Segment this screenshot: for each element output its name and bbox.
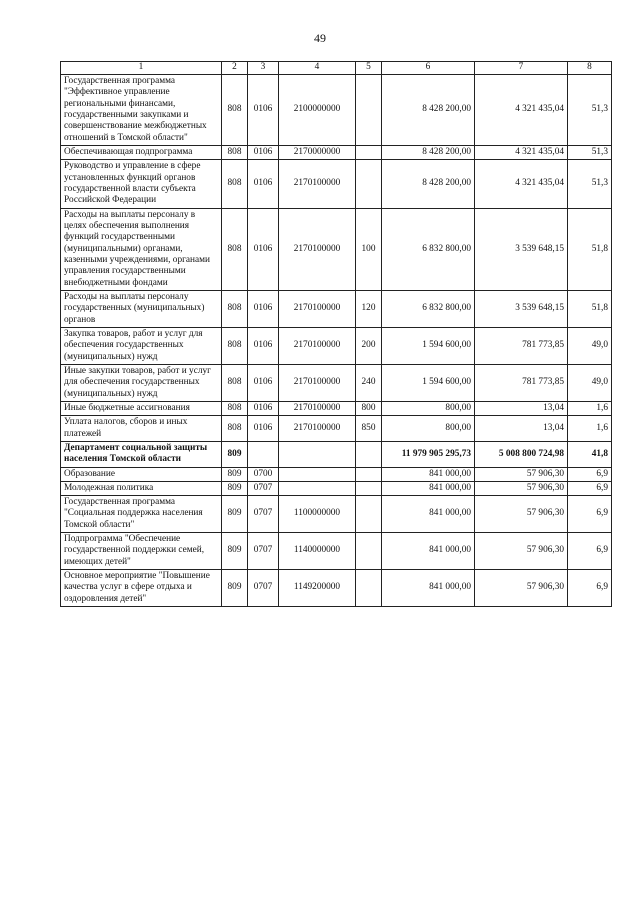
- section-code-cell: 0106: [248, 145, 279, 159]
- table-row: [61, 401, 612, 415]
- department-code-cell: 809: [222, 441, 248, 467]
- expense-type-cell: [356, 160, 382, 208]
- row-name-cell: Иные бюджетные ассигнования: [61, 401, 222, 415]
- expense-type-cell: [356, 570, 382, 607]
- expense-type-cell: [356, 75, 382, 146]
- row-name-cell: Иные закупки товаров, работ и услуг для обеспечения государственных (муниципальных) нужд: [61, 364, 222, 401]
- section-code-cell: 0707: [248, 481, 279, 495]
- planned-amount-cell: 1 594 600,00: [382, 327, 475, 364]
- planned-amount-cell: 1 594 600,00: [382, 364, 475, 401]
- table-row: [61, 160, 612, 208]
- target-article-cell: 1149200000: [279, 570, 356, 607]
- row-name-cell: Государственная программа "Эффективное управление региональными финансами, государственными закупками и совершенствование межбюджетных отношений в Томской области": [61, 75, 222, 146]
- row-name-cell: Департамент социальной защиты населения Томской области: [61, 441, 222, 467]
- table-row: [61, 467, 612, 481]
- department-code-cell: 809: [222, 533, 248, 570]
- section-code-cell: 0700: [248, 467, 279, 481]
- section-code-cell: 0707: [248, 533, 279, 570]
- percent-cell: 1,6: [568, 416, 612, 442]
- section-code-cell: 0106: [248, 364, 279, 401]
- planned-amount-cell: 841 000,00: [382, 496, 475, 533]
- column-header: 4: [279, 62, 356, 75]
- target-article-cell: 2170100000: [279, 290, 356, 327]
- planned-amount-cell: 6 832 800,00: [382, 290, 475, 327]
- target-article-cell: [279, 467, 356, 481]
- expense-type-cell: [356, 496, 382, 533]
- target-article-cell: [279, 481, 356, 495]
- executed-amount-cell: 5 008 800 724,98: [475, 441, 568, 467]
- department-code-cell: 808: [222, 327, 248, 364]
- executed-amount-cell: 13,04: [475, 416, 568, 442]
- table-row: [61, 364, 612, 401]
- section-code-cell: 0106: [248, 401, 279, 415]
- department-code-cell: 809: [222, 481, 248, 495]
- table-row: [61, 441, 612, 467]
- department-code-cell: 808: [222, 416, 248, 442]
- column-header: 7: [475, 62, 568, 75]
- target-article-cell: 2170100000: [279, 327, 356, 364]
- planned-amount-cell: 841 000,00: [382, 467, 475, 481]
- section-code-cell: 0707: [248, 496, 279, 533]
- percent-cell: 51,8: [568, 290, 612, 327]
- percent-cell: 6,9: [568, 481, 612, 495]
- target-article-cell: 2170100000: [279, 401, 356, 415]
- table-body: [61, 75, 612, 607]
- percent-cell: 49,0: [568, 327, 612, 364]
- executed-amount-cell: 4 321 435,04: [475, 160, 568, 208]
- column-header: 5: [356, 62, 382, 75]
- percent-cell: 6,9: [568, 533, 612, 570]
- target-article-cell: [279, 441, 356, 467]
- target-article-cell: 2170100000: [279, 160, 356, 208]
- section-code-cell: 0106: [248, 327, 279, 364]
- expense-type-cell: [356, 533, 382, 570]
- planned-amount-cell: 8 428 200,00: [382, 75, 475, 146]
- row-name-cell: Расходы на выплаты персоналу государственных (муниципальных) органов: [61, 290, 222, 327]
- column-header: 1: [61, 62, 222, 75]
- target-article-cell: 2170100000: [279, 208, 356, 290]
- section-code-cell: 0106: [248, 160, 279, 208]
- planned-amount-cell: 800,00: [382, 401, 475, 415]
- planned-amount-cell: 8 428 200,00: [382, 160, 475, 208]
- table-row: [61, 327, 612, 364]
- executed-amount-cell: 781 773,85: [475, 327, 568, 364]
- expense-type-cell: 800: [356, 401, 382, 415]
- executed-amount-cell: 3 539 648,15: [475, 290, 568, 327]
- table-row: [61, 145, 612, 159]
- department-code-cell: 809: [222, 570, 248, 607]
- target-article-cell: 2100000000: [279, 75, 356, 146]
- expense-type-cell: [356, 441, 382, 467]
- department-code-cell: 808: [222, 75, 248, 146]
- expense-type-cell: 100: [356, 208, 382, 290]
- percent-cell: 6,9: [568, 467, 612, 481]
- department-code-cell: 808: [222, 160, 248, 208]
- planned-amount-cell: 8 428 200,00: [382, 145, 475, 159]
- target-article-cell: 2170100000: [279, 416, 356, 442]
- row-name-cell: Подпрограмма "Обеспечение государственной поддержки семей, имеющих детей": [61, 533, 222, 570]
- percent-cell: 51,3: [568, 75, 612, 146]
- percent-cell: 51,3: [568, 145, 612, 159]
- executed-amount-cell: 4 321 435,04: [475, 145, 568, 159]
- table-row: [61, 290, 612, 327]
- expense-type-cell: [356, 481, 382, 495]
- department-code-cell: 808: [222, 401, 248, 415]
- department-code-cell: 809: [222, 496, 248, 533]
- executed-amount-cell: 57 906,30: [475, 467, 568, 481]
- percent-cell: 6,9: [568, 570, 612, 607]
- executed-amount-cell: 781 773,85: [475, 364, 568, 401]
- executed-amount-cell: 13,04: [475, 401, 568, 415]
- table-row: [61, 416, 612, 442]
- table-row: [61, 496, 612, 533]
- expense-type-cell: 850: [356, 416, 382, 442]
- table-row: [61, 570, 612, 607]
- column-header: 2: [222, 62, 248, 75]
- target-article-cell: 2170000000: [279, 145, 356, 159]
- percent-cell: 51,8: [568, 208, 612, 290]
- table-row: [61, 208, 612, 290]
- header-row: [61, 62, 612, 75]
- target-article-cell: 2170100000: [279, 364, 356, 401]
- row-name-cell: Молодежная политика: [61, 481, 222, 495]
- department-code-cell: 808: [222, 145, 248, 159]
- department-code-cell: 808: [222, 364, 248, 401]
- expense-type-cell: 120: [356, 290, 382, 327]
- section-code-cell: 0707: [248, 570, 279, 607]
- percent-cell: 41,8: [568, 441, 612, 467]
- planned-amount-cell: 800,00: [382, 416, 475, 442]
- section-code-cell: [248, 441, 279, 467]
- row-name-cell: Образование: [61, 467, 222, 481]
- section-code-cell: 0106: [248, 290, 279, 327]
- budget-table: [60, 61, 612, 607]
- executed-amount-cell: 3 539 648,15: [475, 208, 568, 290]
- row-name-cell: Уплата налогов, сборов и иных платежей: [61, 416, 222, 442]
- planned-amount-cell: 6 832 800,00: [382, 208, 475, 290]
- planned-amount-cell: 841 000,00: [382, 481, 475, 495]
- table-row: [61, 481, 612, 495]
- column-header: 3: [248, 62, 279, 75]
- executed-amount-cell: 57 906,30: [475, 533, 568, 570]
- page-number: 49: [314, 31, 326, 45]
- table-row: [61, 533, 612, 570]
- percent-cell: 49,0: [568, 364, 612, 401]
- department-code-cell: 808: [222, 290, 248, 327]
- table-row: [61, 75, 612, 146]
- department-code-cell: 808: [222, 208, 248, 290]
- percent-cell: 6,9: [568, 496, 612, 533]
- expense-type-cell: [356, 145, 382, 159]
- executed-amount-cell: 4 321 435,04: [475, 75, 568, 146]
- row-name-cell: Руководство и управление в сфере установленных функций органов государственной власти субъекта Российской Федерации: [61, 160, 222, 208]
- target-article-cell: 1100000000: [279, 496, 356, 533]
- section-code-cell: 0106: [248, 416, 279, 442]
- planned-amount-cell: 841 000,00: [382, 570, 475, 607]
- executed-amount-cell: 57 906,30: [475, 481, 568, 495]
- expense-type-cell: 200: [356, 327, 382, 364]
- row-name-cell: Основное мероприятие "Повышение качества услуг в сфере отдыха и оздоровления детей": [61, 570, 222, 607]
- row-name-cell: Государственная программа "Социальная поддержка населения Томской области": [61, 496, 222, 533]
- percent-cell: 1,6: [568, 401, 612, 415]
- column-header: 8: [568, 62, 612, 75]
- department-code-cell: 809: [222, 467, 248, 481]
- column-header: 6: [382, 62, 475, 75]
- expense-type-cell: 240: [356, 364, 382, 401]
- executed-amount-cell: 57 906,30: [475, 570, 568, 607]
- percent-cell: 51,3: [568, 160, 612, 208]
- row-name-cell: Расходы на выплаты персоналу в целях обеспечения выполнения функций государственными (муниципальными) органами, казенными учреждениями, органами управления государственными внебюджетными фондами: [61, 208, 222, 290]
- planned-amount-cell: 841 000,00: [382, 533, 475, 570]
- row-name-cell: Закупка товаров, работ и услуг для обеспечения государственных (муниципальных) нужд: [61, 327, 222, 364]
- row-name-cell: Обеспечивающая подпрограмма: [61, 145, 222, 159]
- target-article-cell: 1140000000: [279, 533, 356, 570]
- expense-type-cell: [356, 467, 382, 481]
- section-code-cell: 0106: [248, 208, 279, 290]
- executed-amount-cell: 57 906,30: [475, 496, 568, 533]
- section-code-cell: 0106: [248, 75, 279, 146]
- planned-amount-cell: 11 979 905 295,73: [382, 441, 475, 467]
